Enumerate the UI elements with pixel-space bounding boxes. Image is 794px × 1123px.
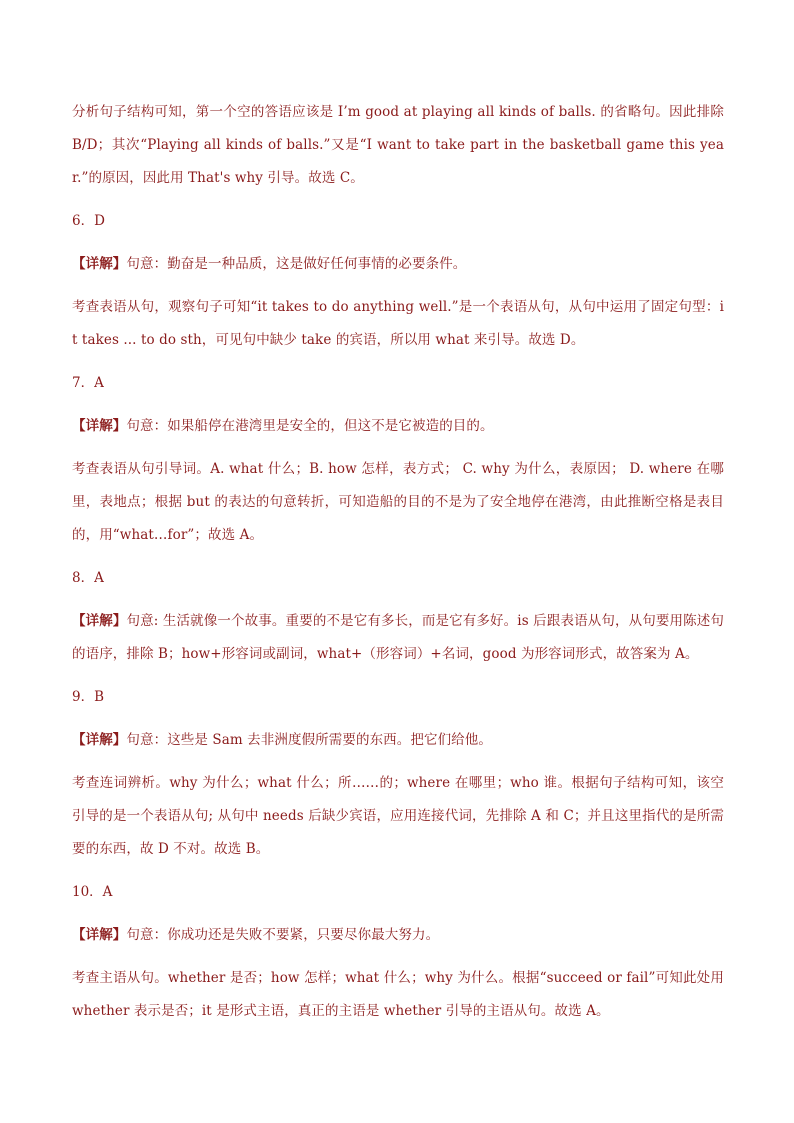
detail-tag: 【详解】 <box>72 418 127 434</box>
explanation-paragraph: 考查连词辨析。why 为什么；what 什么；所……的；where 在哪里；who 谁。根据句子结构可知，该空引导的是一个表语从句; 从句中 needs 后缺少宾语，应用连接代词，先排除 A 和 C；并且这里指代的是所需要的东西，故 D 不对。故选 B。 <box>72 775 724 857</box>
explanation-paragraph: 考查主语从句。whether 是否；how 怎样；what 什么；why 为什么。根据“succeed or fail”可知此处用 whether 表示是否；it 是形式主语，真正的主语是 whether 引导的主语从句。故选 A。 <box>72 970 724 1019</box>
detail-text: 句意：你成功还是失败不要紧，只要尽你最大努力。 <box>126 927 440 943</box>
detail-text: 句意：这些是 Sam 去非洲度假所需要的东西。把它们给他。 <box>126 732 492 748</box>
answer-label-6: 6．D <box>72 213 105 229</box>
document-page <box>72 96 724 1038</box>
detail-text: 句意：如果船停在港湾里是安全的，但这不是它被造的目的。 <box>126 418 494 434</box>
answer-label-9: 9．B <box>72 689 105 705</box>
detail-tag: 【详解】 <box>72 256 127 272</box>
explanation-paragraph: 考查表语从句引导词。A. what 什么；B. how 怎样，表方式； C. why 为什么，表原因； D. where 在哪里，表地点；根据 but 的表达的句意转折，可知造船的目的不是为了安全地停在港湾，由此推断空格是表目的，用“what…for”；故选 A。 <box>72 461 724 543</box>
detail-tag: 【详解】 <box>72 927 127 943</box>
explanation-paragraph: 分析句子结构可知，第一个空的答语应该是 I’m good at playing all kinds of balls. 的省略句。因此排除 B/D；其次“Playing all kinds of balls.”又是“I want to take part in the basketball game this year.”的原因，因此用 That's why 引导。故选 C。 <box>72 104 724 186</box>
detail-paragraph <box>72 919 724 952</box>
answer-label-8: 8．A <box>72 570 104 586</box>
detail-paragraph <box>72 605 724 671</box>
detail-paragraph <box>72 724 724 757</box>
explanation-paragraph: 考查表语从句，观察句子可知“it takes to do anything well.”是一个表语从句，从句中运用了固定句型：it takes ... to do sth，可见句中缺少 take 的宾语，所以用 what 来引导。故选 D。 <box>72 299 724 348</box>
detail-paragraph <box>72 410 724 443</box>
detail-tag: 【详解】 <box>72 732 127 748</box>
detail-tag: 【详解】 <box>72 613 127 629</box>
detail-paragraph <box>72 248 724 281</box>
answer-label-7: 7．A <box>72 375 104 391</box>
answer-label-10: 10．A <box>72 884 113 900</box>
detail-text: 句意: 生活就像一个故事。重要的不是它有多长，而是它有多好。is 后跟表语从句，从句要用陈述句的语序，排除 B；how+形容词或副词，what+（形容词）+名词，good 为形容词形式，故答案为 A。 <box>72 613 724 662</box>
detail-text: 句意：勤奋是一种品质，这是做好任何事情的必要条件。 <box>126 256 467 272</box>
